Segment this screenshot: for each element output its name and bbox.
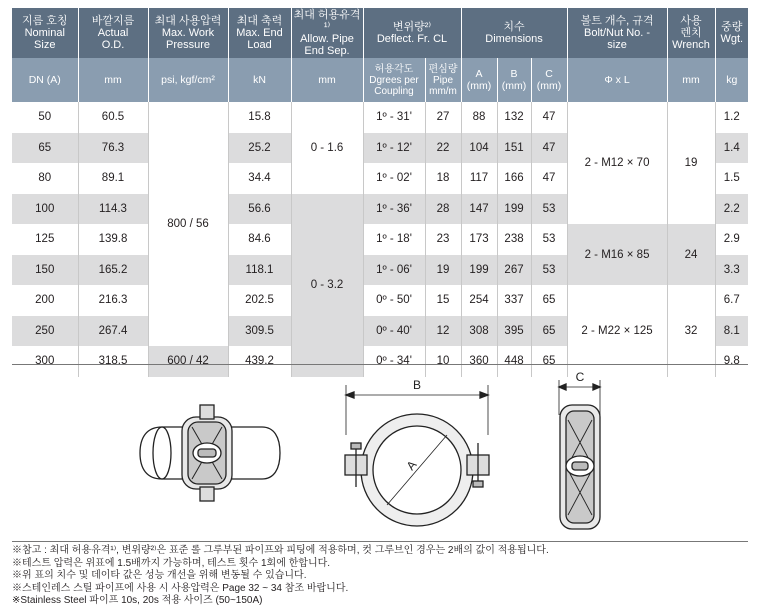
- pipesep-unit: mm: [291, 58, 363, 102]
- load-cell: 309.5: [228, 316, 291, 347]
- dim-a-cell: 88: [461, 102, 497, 133]
- pressure-unit: psi, kgf/cm²: [148, 58, 228, 102]
- degree-cell: 1º - 06': [363, 255, 425, 286]
- dim-a-subheader: A (mm): [461, 58, 497, 102]
- dn-cell: 300: [12, 346, 78, 377]
- dim-a-cell: 147: [461, 194, 497, 225]
- weight-cell: 1.4: [715, 133, 748, 164]
- pipe-cell: 19: [425, 255, 461, 286]
- dimension-b-label: B: [412, 378, 422, 392]
- dim-b-cell: 395: [497, 316, 531, 347]
- note-item: ※참고 : 최대 허용유격¹⁾, 변위량²⁾은 표준 롤 그루부된 파이프와 피팅에 적용하며, 컷 그루브인 경우는 2배의 값이 적용됩니다.: [12, 545, 549, 556]
- diagram-panel: [12, 364, 748, 542]
- sep-cell-merged: 0 - 1.6: [291, 102, 363, 194]
- pipe-cell: 23: [425, 224, 461, 255]
- pipe-subheader: 편심량 Pipe mm/m: [425, 58, 461, 102]
- weight-cell: 3.3: [715, 255, 748, 286]
- deflect-header: 변위량²⁾ Deflect. Fr. CL: [363, 8, 461, 58]
- dim-b-cell: 199: [497, 194, 531, 225]
- degree-cell: 0º - 34': [363, 346, 425, 377]
- load-cell: 34.4: [228, 163, 291, 194]
- load-cell: 439.2: [228, 346, 291, 377]
- dim-a-cell: 173: [461, 224, 497, 255]
- weight-cell: 9.8: [723, 355, 740, 368]
- dim-b-cell: 132: [497, 102, 531, 133]
- note-item: ※테스트 압력은 위표에 1.5배까지 가능하며, 테스트 횟수 1회에 한합니다.: [12, 557, 331, 569]
- degree-cell: 0º - 50': [363, 285, 425, 316]
- od-cell: 267.4: [78, 316, 148, 347]
- degree-cell: 1º - 31': [363, 102, 425, 133]
- size-unit: DN (A): [12, 58, 78, 102]
- dim-c-cell: 65: [531, 285, 567, 316]
- od-header: 바깥지름 Actual O.D.: [78, 8, 148, 58]
- weight-cell: 1.2: [723, 111, 740, 124]
- dim-a-cell: 308: [461, 316, 497, 347]
- dim-a-cell: 199: [461, 255, 497, 286]
- header-row: [12, 8, 748, 58]
- od-cell: 139.8: [78, 224, 148, 255]
- load-unit: kN: [228, 58, 291, 102]
- dim-b-cell: 448: [497, 346, 531, 377]
- bolt-cell-merged: 2 - M12 × 70: [567, 102, 667, 224]
- dim-c-cell: 53: [531, 194, 567, 225]
- pipe-cell: 18: [425, 163, 461, 194]
- pipe-cell: 22: [425, 133, 461, 164]
- dim-c-subheader: C (mm): [531, 58, 567, 102]
- note-item: ※Stainless Steel 파이프 10s, 20s 적용 사이즈 (50~150A): [12, 595, 263, 607]
- front-view: [345, 385, 489, 526]
- dims-header: 치수 Dimensions: [461, 8, 567, 58]
- weight-cell: 2.9: [723, 233, 740, 246]
- unit-row: [12, 58, 748, 102]
- dim-a-cell: 104: [461, 133, 497, 164]
- degree-cell: 0º - 40': [363, 316, 425, 347]
- dim-b-cell: 337: [497, 285, 531, 316]
- weight-cell: 8.1: [715, 316, 748, 347]
- weight-cell: 1.5: [723, 172, 740, 185]
- wrench-unit: mm: [667, 58, 715, 102]
- weight-unit: kg: [715, 58, 748, 102]
- dim-c-cell: 47: [531, 133, 567, 164]
- dim-a-cell: 117: [461, 163, 497, 194]
- dimension-c-label: C: [575, 370, 585, 384]
- dn-cell: 125: [12, 224, 78, 255]
- sep-cell-merged: 0 - 3.2: [291, 194, 363, 377]
- wrench-header: 사용 렌치 Wrench: [667, 8, 715, 58]
- degree-subheader: 허용각도 Dgrees per Coupling: [363, 58, 425, 102]
- dim-c-cell: 47: [531, 102, 567, 133]
- dn-cell: 50: [12, 102, 78, 133]
- od-cell: 165.2: [78, 255, 148, 286]
- od-cell: 114.3: [78, 194, 148, 225]
- pipe-cell: 27: [425, 102, 461, 133]
- dim-c-cell: 65: [531, 316, 567, 347]
- bolt-cell-merged: 2 - M16 × 85: [567, 224, 667, 285]
- dim-b-cell: 238: [497, 224, 531, 255]
- table-row: [12, 102, 748, 133]
- od-unit: mm: [78, 58, 148, 102]
- dimension-a-label: A: [403, 457, 420, 473]
- pipe-cell: 10: [425, 346, 461, 377]
- load-cell: 56.6: [228, 194, 291, 225]
- degree-cell: 1º - 18': [363, 224, 425, 255]
- bolt-header: 볼트 개수, 규격 Bolt/Nut No. - size: [567, 8, 667, 58]
- bolt-unit: Φ x L: [567, 58, 667, 102]
- weight-cell: 6.7: [723, 294, 740, 307]
- pressure-cell-merged: 600 / 42: [148, 346, 228, 377]
- side-view: [559, 380, 600, 529]
- dim-c-cell: 65: [531, 346, 567, 377]
- spec-table: [12, 8, 748, 377]
- dn-cell: 150: [12, 255, 78, 286]
- dn-cell: 200: [12, 285, 78, 316]
- dim-c-cell: 53: [531, 224, 567, 255]
- table-row: [12, 285, 748, 316]
- weight-header: 중량 Wgt.: [715, 8, 748, 58]
- dn-cell: 100: [12, 194, 78, 225]
- note-item: ※스테인레스 스틸 파이프에 사용 시 사용압력은 Page 32 ~ 34 참조 바랍니다.: [12, 582, 349, 594]
- load-cell: 202.5: [228, 285, 291, 316]
- load-cell: 15.8: [228, 102, 291, 133]
- dn-cell: 250: [12, 316, 78, 347]
- table-row: [12, 224, 748, 255]
- pipe-cell: 28: [425, 194, 461, 225]
- pipesep-header: 최대 허용유격¹⁾ Allow. Pipe End Sep.: [291, 8, 363, 58]
- note-item: ※위 표의 치수 및 데이타 값은 성능 개선을 위해 변동될 수 있습니다.: [12, 570, 307, 582]
- dn-cell: 80: [12, 163, 78, 194]
- wrench-cell-merged: 19: [667, 102, 715, 224]
- bolt-cell-merged: 2 - M22 × 125: [567, 285, 667, 377]
- wrench-cell-merged: 24: [667, 224, 715, 285]
- pressure-cell-merged: 800 / 56: [148, 102, 228, 346]
- coupling-diagram: [12, 365, 748, 541]
- size-header: 지름 호칭 Nominal Size: [12, 8, 78, 58]
- dn-cell: 65: [12, 133, 78, 164]
- dim-b-subheader: B (mm): [497, 58, 531, 102]
- weight-cell: 2.2: [715, 194, 748, 225]
- notes: [12, 545, 549, 608]
- degree-cell: 1º - 36': [363, 194, 425, 225]
- pipe-cell: 12: [425, 316, 461, 347]
- dim-b-cell: 267: [497, 255, 531, 286]
- dim-a-cell: 254: [461, 285, 497, 316]
- wrench-cell-merged: 32: [667, 285, 715, 377]
- od-cell: 76.3: [78, 133, 148, 164]
- od-cell: 60.5: [78, 102, 148, 133]
- pipe-cell: 15: [425, 285, 461, 316]
- dim-b-cell: 151: [497, 133, 531, 164]
- load-cell: 118.1: [228, 255, 291, 286]
- degree-cell: 1º - 12': [363, 133, 425, 164]
- od-cell: 216.3: [78, 285, 148, 316]
- pipe-side-view: [140, 405, 280, 501]
- load-header: 최대 축력 Max. End Load: [228, 8, 291, 58]
- dim-c-cell: 47: [531, 163, 567, 194]
- od-cell: 89.1: [78, 163, 148, 194]
- od-cell: 318.5: [78, 346, 148, 377]
- load-cell: 25.2: [228, 133, 291, 164]
- degree-cell: 1º - 02': [363, 163, 425, 194]
- dim-a-cell: 360: [461, 346, 497, 377]
- dim-c-cell: 53: [531, 255, 567, 286]
- pressure-header: 최대 사용압력 Max. Work Pressure: [148, 8, 228, 58]
- load-cell: 84.6: [228, 224, 291, 255]
- dim-b-cell: 166: [497, 163, 531, 194]
